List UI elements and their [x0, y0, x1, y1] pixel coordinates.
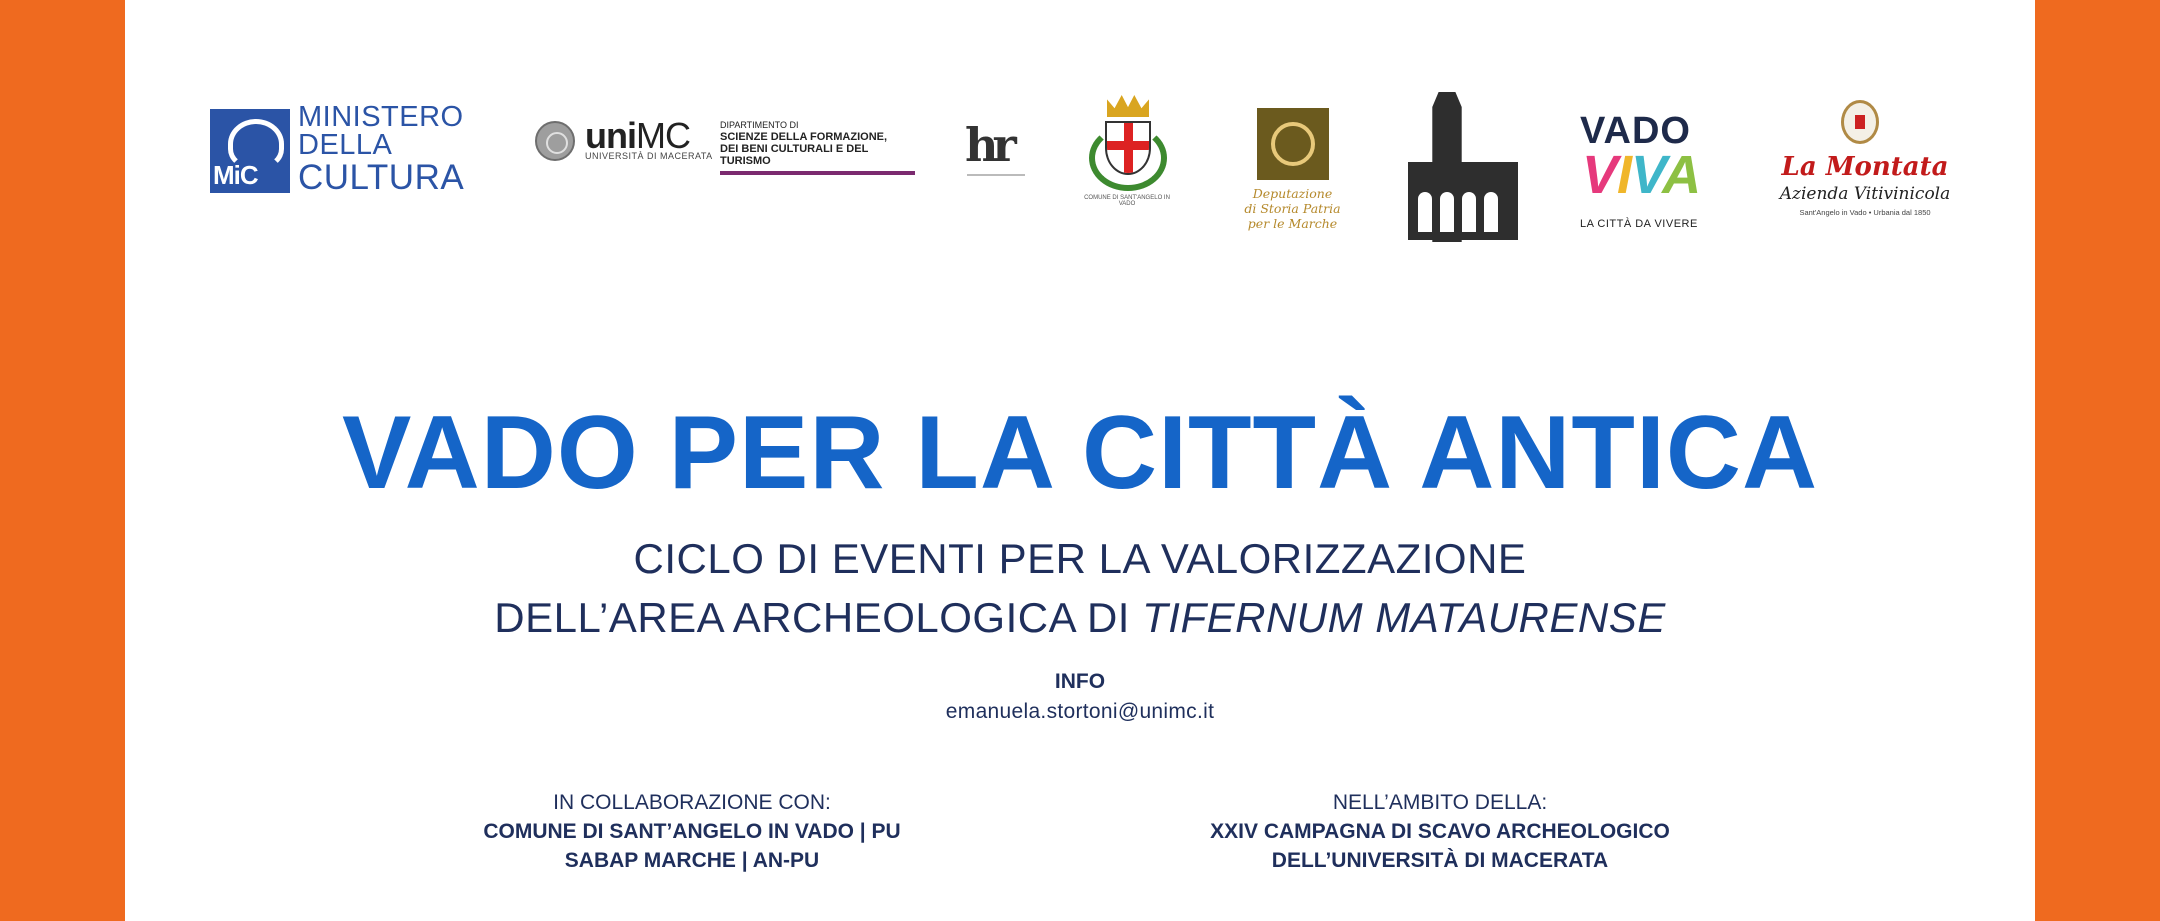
context-heading: NELL’AMBITO DELLA:: [1332, 791, 1548, 814]
info-email[interactable]: emanuela.stortoni@unimc.it: [945, 700, 1215, 723]
unimc-seal-icon: [535, 121, 575, 161]
vado-viva-top: VADO: [1580, 110, 1691, 152]
deputazione-emblem-icon: [1257, 108, 1329, 180]
hr-mark: hr: [965, 118, 1011, 172]
ministero-cultura-logo: [210, 103, 470, 195]
la-montata-name: La Montata: [1781, 152, 1949, 182]
mic-emblem-icon: [210, 109, 290, 193]
site-name: TIFERNUM MATAURENSE: [1142, 594, 1666, 641]
unimc-subtitle: UNIVERSITÀ DI MACERATA: [585, 151, 713, 161]
context-block: [1160, 788, 1720, 875]
la-montata-seal-icon: [1841, 100, 1879, 144]
tower-building-icon: [1408, 92, 1518, 242]
subtitle-line-2: DELL’AREA ARCHEOLOGICA DI TIFERNUM MATAURENSE: [494, 594, 1666, 641]
vado-viva-logo: [1580, 110, 1710, 240]
mic-badge: MiC: [213, 160, 258, 190]
deputazione-logo: [1230, 108, 1340, 238]
sponsor-logos: [125, 0, 2035, 260]
unimc-department: DIPARTIMENTO DI SCIENZE DELLA FORMAZIONE, DEI BENI CULTURALI E DEL TURISMO: [720, 119, 920, 175]
collaboration-line-2: SABAP MARCHE | AN-PU: [564, 849, 820, 872]
la-montata-small: Sant'Angelo in Vado • Urbania dal 1850: [1799, 208, 1931, 217]
comune-crest-logo: [1077, 95, 1177, 205]
cross-shield-icon: [1105, 121, 1151, 175]
context-line-2: DELL’UNIVERSITÀ DI MACERATA: [1271, 849, 1609, 872]
vado-viva-tagline: LA CITTÀ DA VIVERE: [1580, 218, 1698, 230]
unimc-logo: [535, 115, 925, 175]
info-label: INFO: [1054, 670, 1106, 693]
deputazione-text: Deputazione di Storia Patria per le Marche: [1244, 186, 1341, 231]
event-title: VADO PER LA CITTÀ ANTICA: [341, 395, 1819, 511]
collaboration-block: [412, 788, 972, 875]
crest-caption: COMUNE DI SANT'ANGELO IN VADO: [1084, 195, 1170, 207]
mic-wordmark: [298, 103, 464, 197]
unimc-wordmark: uniMC: [585, 115, 690, 156]
context-line-1: XXIV CAMPAGNA DI SCAVO ARCHEOLOGICO: [1210, 820, 1670, 843]
mic-line-1: MINISTERO: [298, 101, 464, 133]
la-montata-sub: Azienda Vitivinicola: [1779, 184, 1951, 204]
collaboration-heading: IN COLLABORAZIONE CON:: [553, 791, 831, 814]
subtitle-line-1: CICLO DI EVENTI PER LA VALORIZZAZIONE: [633, 535, 1527, 582]
mic-line-2: DELLA: [298, 129, 393, 161]
vado-viva-letters: VIVA: [1582, 145, 1701, 205]
mic-line-3: CULTURA: [298, 158, 465, 197]
hr-logo: [965, 118, 1035, 178]
la-montata-logo: [1775, 100, 1955, 230]
collaboration-line-1: COMUNE DI SANT’ANGELO IN VADO | PU: [483, 820, 901, 843]
poster: [125, 0, 2035, 921]
crown-icon: [1107, 95, 1149, 117]
